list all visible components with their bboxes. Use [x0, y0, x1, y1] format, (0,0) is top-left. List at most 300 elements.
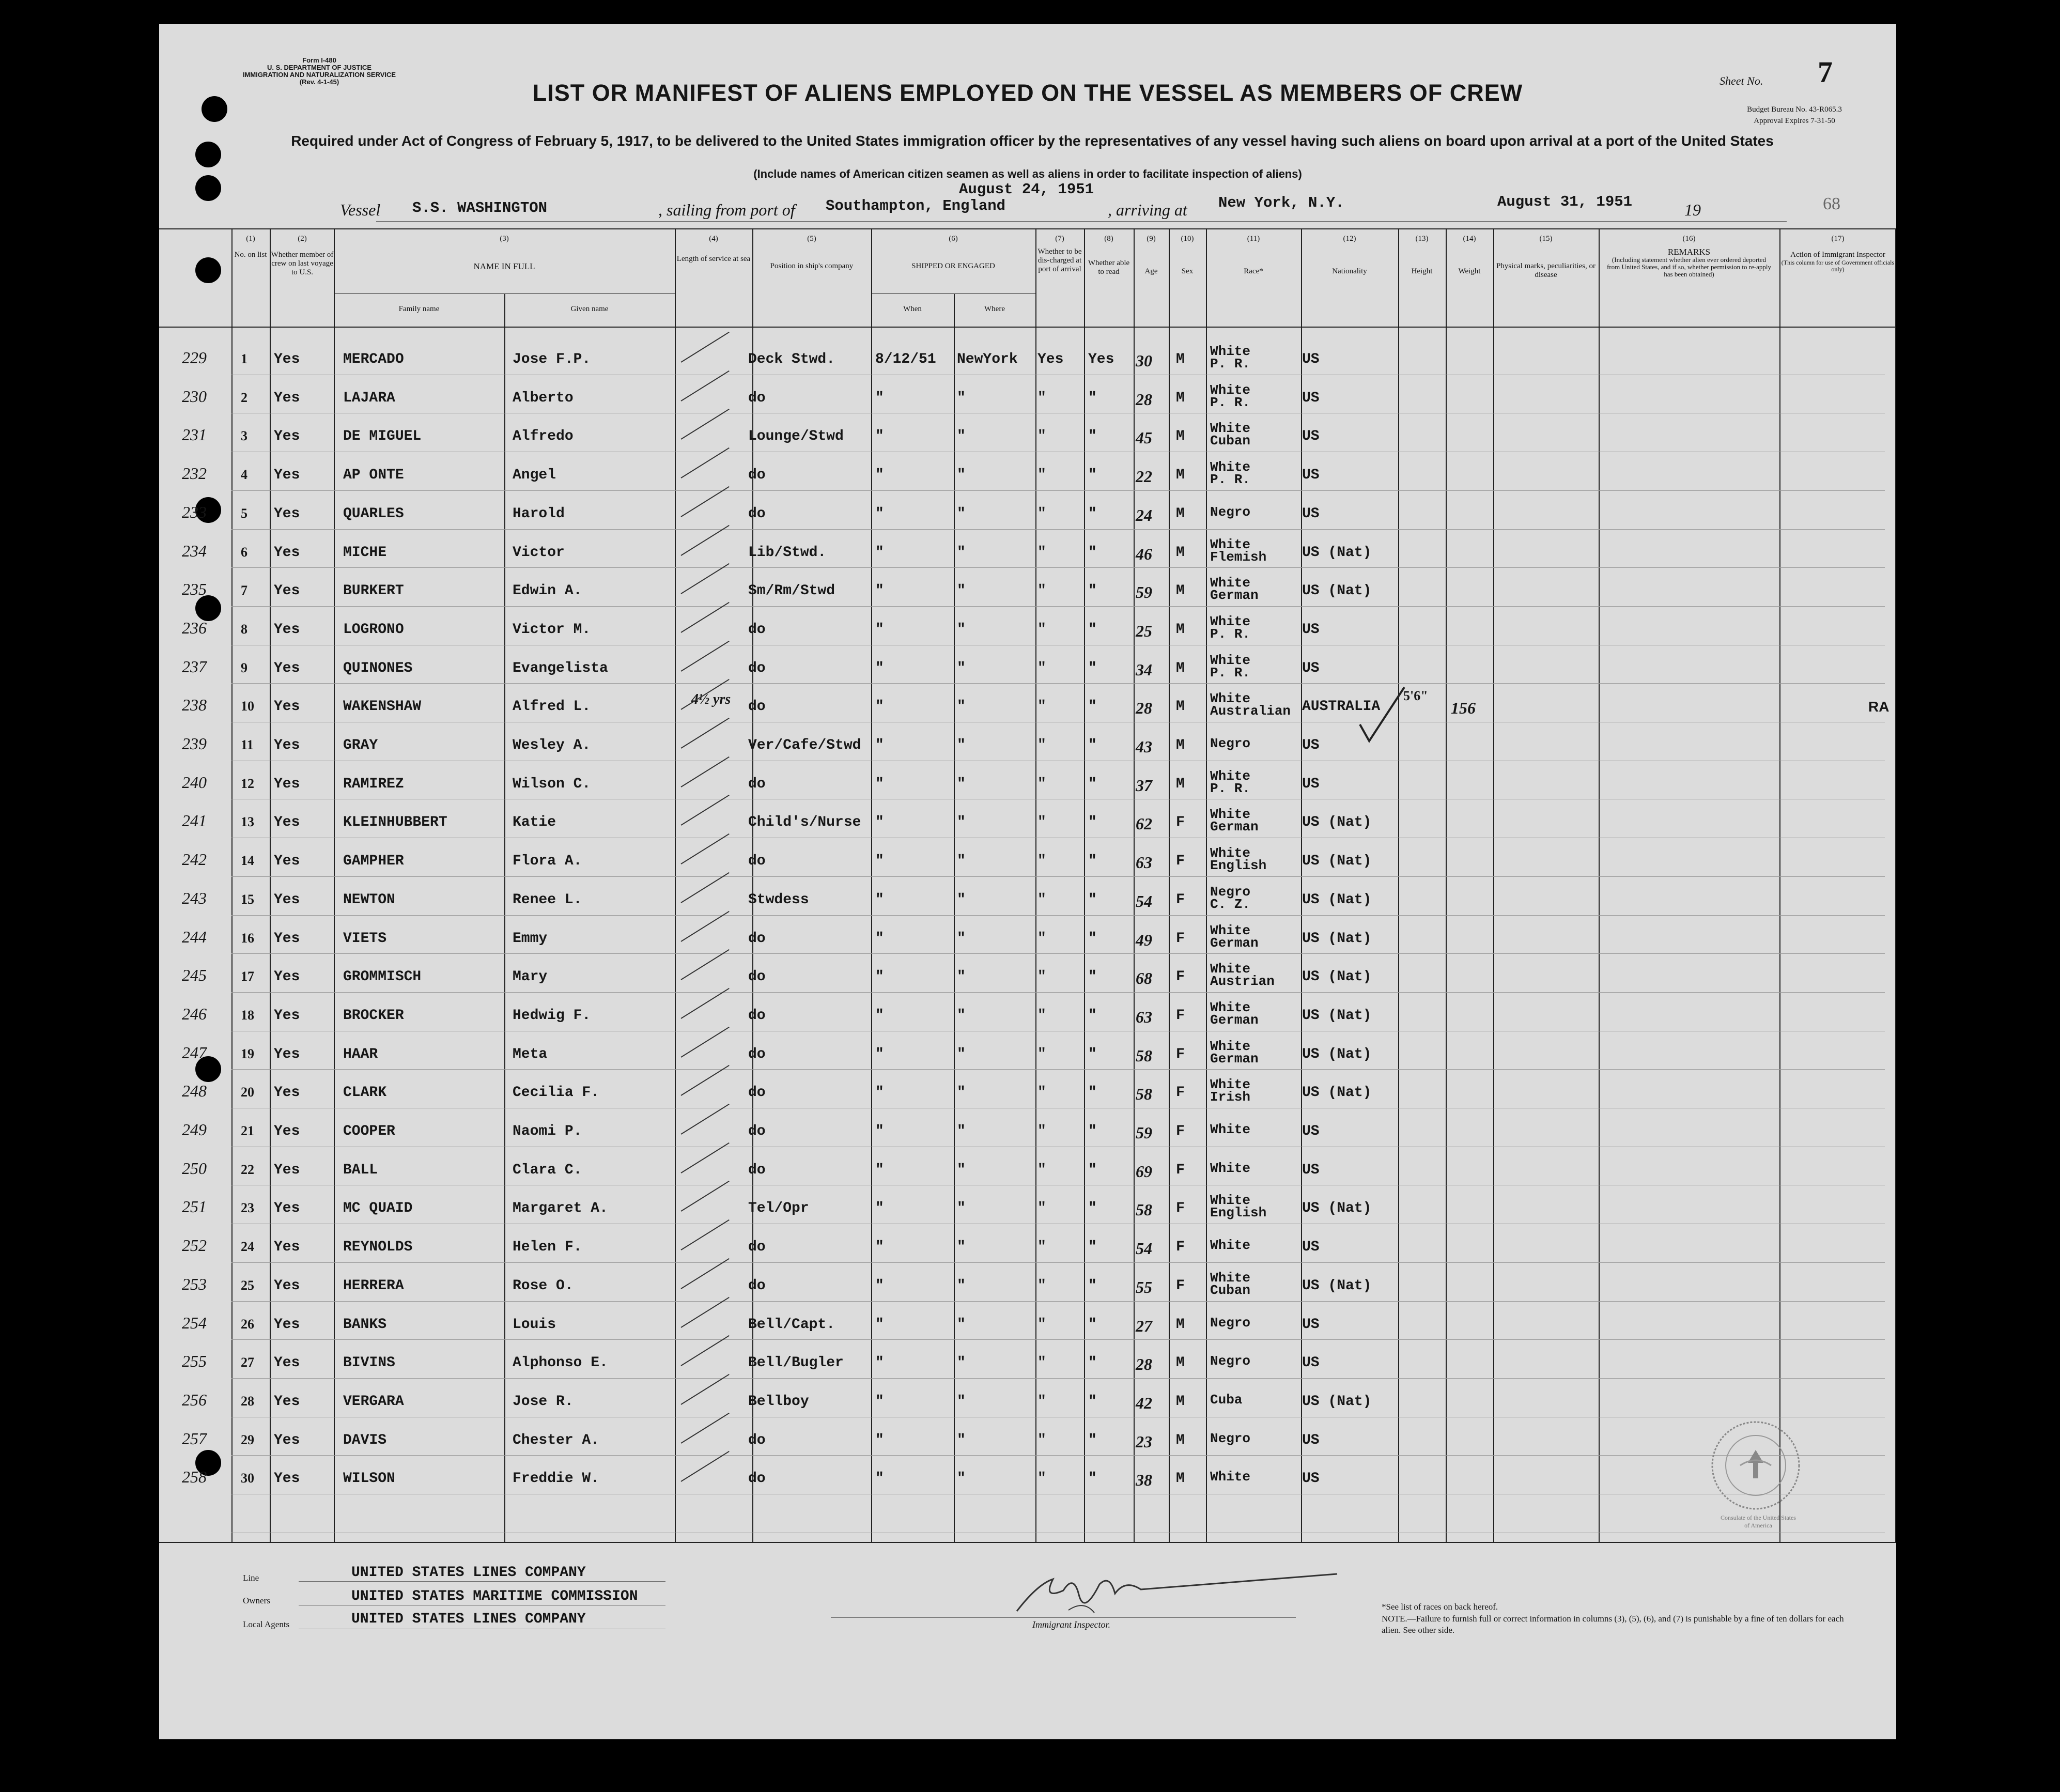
row-able-to-read: " — [1088, 930, 1097, 947]
header-c2: (2) Whether member of crew on last voyage to U.S. — [271, 235, 334, 276]
row-age: 69 — [1136, 1162, 1152, 1181]
row-race — [1210, 770, 1250, 795]
row-nationality: US — [1302, 1471, 1320, 1487]
row-family-name: DAVIS — [343, 1432, 387, 1448]
row-race-line1: White — [1210, 1122, 1251, 1137]
row-family-name: REYNOLDS — [343, 1239, 413, 1256]
row-sex: M — [1176, 1355, 1185, 1371]
row-shipped-when: " — [875, 1471, 884, 1487]
row-shipped-where: " — [957, 930, 966, 947]
row-sex: F — [1176, 969, 1185, 985]
row-position: do — [748, 1162, 766, 1178]
row-race — [1210, 692, 1291, 717]
row-able-to-read: " — [1088, 1200, 1097, 1217]
row-position: do — [748, 1123, 766, 1139]
row-margin-number: 237 — [182, 657, 207, 676]
pencil-tick-mark — [680, 332, 729, 363]
row-race-line2: German — [1210, 935, 1259, 951]
row-margin-number: 239 — [182, 734, 207, 753]
row-race — [1210, 1162, 1250, 1175]
row-margin-number: 246 — [182, 1004, 207, 1023]
row-sex: F — [1176, 814, 1185, 831]
row-sex: F — [1176, 1085, 1185, 1101]
row-sex: M — [1176, 505, 1185, 522]
row-nationality: US (Nat) — [1302, 814, 1372, 831]
row-race — [1210, 384, 1250, 409]
table-top-border — [159, 228, 1896, 229]
row-family-name: QUINONES — [343, 660, 413, 676]
row-shipped-where: " — [957, 776, 966, 792]
row-number: 17 — [241, 969, 254, 984]
row-able-to-read: " — [1088, 544, 1097, 561]
row-race-line2: P. R. — [1210, 356, 1251, 372]
row-shipped-where: NewYork — [957, 351, 1018, 367]
row-number: 23 — [241, 1200, 254, 1216]
row-given-name: Flora A. — [513, 853, 582, 870]
row-number: 2 — [241, 390, 247, 405]
row-shipped-when: " — [875, 390, 884, 406]
table-row — [159, 570, 1896, 609]
row-nationality: US (Nat) — [1302, 853, 1372, 870]
table-row — [159, 725, 1896, 764]
table-header-border — [159, 327, 1896, 328]
row-age: 58 — [1136, 1046, 1152, 1065]
row-race-line1: White — [1210, 961, 1251, 977]
row-race-line1: White — [1210, 1193, 1251, 1209]
row-able-to-read: " — [1088, 467, 1097, 484]
row-age: 42 — [1136, 1393, 1152, 1412]
line-company: UNITED STATES LINES COMPANY — [351, 1565, 586, 1581]
row-discharged: " — [1037, 1316, 1046, 1333]
row-family-name: HAAR — [343, 1046, 378, 1062]
row-sex: M — [1176, 737, 1185, 753]
row-number: 20 — [241, 1085, 254, 1100]
row-shipped-where: " — [957, 467, 966, 484]
row-number: 7 — [241, 583, 247, 598]
row-sex: F — [1176, 1046, 1185, 1062]
header-c15: (15) Physical marks, peculiarities, or disease — [1496, 235, 1596, 279]
row-crew-last-voyage: Yes — [274, 930, 300, 947]
header-c17: (17) Action of Immigrant Inspector (This column for use of Government officials only) — [1781, 235, 1895, 273]
header-c10: (10) Sex — [1181, 235, 1194, 275]
row-shipped-where: " — [957, 891, 966, 908]
row-discharged: " — [1037, 1085, 1046, 1101]
table-row — [159, 493, 1896, 532]
row-shipped-where: " — [957, 737, 966, 753]
row-shipped-when: " — [875, 467, 884, 484]
row-discharged: " — [1037, 621, 1046, 638]
row-shipped-when: " — [875, 621, 884, 638]
table-row — [159, 1227, 1896, 1265]
row-sex: M — [1176, 660, 1185, 676]
row-shipped-when: " — [875, 853, 884, 870]
row-position: do — [748, 1007, 766, 1024]
row-age: 28 — [1136, 390, 1152, 409]
row-discharged: " — [1037, 660, 1046, 676]
row-able-to-read: " — [1088, 699, 1097, 715]
row-height: 5'6" — [1403, 688, 1428, 704]
row-race-line1: Negro — [1210, 736, 1251, 751]
row-family-name: VIETS — [343, 930, 387, 947]
table-row — [159, 339, 1896, 378]
row-race-line1: White — [1210, 1469, 1251, 1485]
row-nationality: US (Nat) — [1302, 1200, 1372, 1217]
row-age: 38 — [1136, 1471, 1152, 1490]
row-able-to-read: " — [1088, 1355, 1097, 1371]
row-race-line2: German — [1210, 1051, 1259, 1067]
row-age: 25 — [1136, 621, 1152, 640]
row-able-to-read: " — [1088, 737, 1097, 753]
row-able-to-read: " — [1088, 1277, 1097, 1294]
row-discharged: " — [1037, 583, 1046, 599]
row-crew-last-voyage: Yes — [274, 1162, 300, 1178]
row-shipped-where: " — [957, 853, 966, 870]
row-race — [1210, 1355, 1250, 1367]
row-discharged: " — [1037, 1162, 1046, 1178]
row-discharged: " — [1037, 1393, 1046, 1410]
row-discharged: " — [1037, 776, 1046, 792]
row-shipped-when: " — [875, 1355, 884, 1371]
row-given-name: Victor M. — [513, 621, 591, 638]
row-nationality: US — [1302, 1162, 1320, 1178]
row-race-line1: White — [1210, 999, 1251, 1015]
row-shipped-where: " — [957, 1123, 966, 1139]
inspector-rule — [831, 1617, 1296, 1618]
row-sex: F — [1176, 1239, 1185, 1256]
row-crew-last-voyage: Yes — [274, 1123, 300, 1139]
line-label: Line — [243, 1573, 259, 1583]
row-family-name: QUARLES — [343, 505, 404, 522]
row-nationality: US — [1302, 737, 1320, 753]
row-shipped-when: " — [875, 814, 884, 831]
table-row — [159, 879, 1896, 918]
row-race-line1: Negro — [1210, 1353, 1251, 1369]
row-position: Ver/Cafe/Stwd — [748, 737, 861, 753]
row-sex: F — [1176, 1007, 1185, 1024]
row-sex: M — [1176, 776, 1185, 792]
row-race-line1: White — [1210, 536, 1251, 552]
row-discharged: " — [1037, 930, 1046, 947]
row-shipped-when: " — [875, 699, 884, 715]
row-margin-number: 236 — [182, 618, 207, 637]
row-discharged: " — [1037, 428, 1046, 445]
agents-label: Local Agents — [243, 1619, 290, 1629]
row-nationality: US — [1302, 621, 1320, 638]
row-number: 29 — [241, 1432, 254, 1447]
row-position: do — [748, 1277, 766, 1294]
row-crew-last-voyage: Yes — [274, 1432, 300, 1448]
row-sex: M — [1176, 544, 1185, 561]
row-nationality: US — [1302, 428, 1320, 445]
row-race-line1: White — [1210, 459, 1251, 475]
row-family-name: MICHE — [343, 544, 387, 561]
year-prefix: 19 — [1684, 200, 1701, 219]
vessel-underline — [376, 221, 1787, 222]
row-able-to-read: " — [1088, 1432, 1097, 1448]
row-race-line2: P. R. — [1210, 472, 1251, 488]
row-number: 28 — [241, 1393, 254, 1409]
table-row — [159, 918, 1896, 957]
sailing-date: August 24, 1951 — [959, 181, 1094, 198]
row-number: 10 — [241, 699, 254, 714]
row-sex: F — [1176, 853, 1185, 870]
row-nationality: US — [1302, 776, 1320, 792]
header-c9: (9) Age — [1144, 235, 1158, 275]
row-race-line2: Irish — [1210, 1089, 1251, 1105]
row-race — [1210, 538, 1266, 563]
table-row — [159, 532, 1896, 571]
row-race-line1: Negro — [1210, 504, 1251, 520]
row-nationality: US (Nat) — [1302, 1085, 1372, 1101]
row-crew-last-voyage: Yes — [274, 1471, 300, 1487]
row-family-name: GAMPHER — [343, 853, 404, 870]
row-nationality: US — [1302, 1355, 1320, 1371]
row-discharged: " — [1037, 1432, 1046, 1448]
row-sex: M — [1176, 699, 1185, 715]
row-position: do — [748, 390, 766, 406]
row-given-name: Chester A. — [513, 1432, 600, 1448]
row-shipped-where: " — [957, 505, 966, 522]
row-margin-number: 258 — [182, 1467, 207, 1487]
row-position: Stwdess — [748, 891, 809, 908]
row-number: 8 — [241, 621, 247, 637]
table-row — [159, 1420, 1896, 1459]
row-race-line1: Negro — [1210, 1315, 1251, 1331]
row-discharged: " — [1037, 1007, 1046, 1024]
row-age: 30 — [1136, 351, 1152, 370]
row-sex: F — [1176, 1123, 1185, 1139]
owners-label: Owners — [243, 1596, 270, 1605]
row-given-name: Louis — [513, 1316, 556, 1333]
row-discharged: " — [1037, 699, 1046, 715]
row-race — [1210, 1432, 1250, 1445]
row-given-name: Naomi P. — [513, 1123, 582, 1139]
row-margin-number: 245 — [182, 966, 207, 985]
row-race-line1: White — [1210, 1038, 1251, 1054]
row-position: Lounge/Stwd — [748, 428, 844, 445]
row-position: do — [748, 1239, 766, 1256]
row-shipped-where: " — [957, 660, 966, 676]
row-race — [1210, 506, 1250, 518]
header-c3: (3) NAME IN FULL — [473, 235, 535, 271]
row-able-to-read: " — [1088, 583, 1097, 599]
row-crew-last-voyage: Yes — [274, 1239, 300, 1256]
row-number: 3 — [241, 428, 247, 444]
row-age: 58 — [1136, 1085, 1152, 1104]
row-position: do — [748, 969, 766, 985]
row-family-name: WILSON — [343, 1471, 395, 1487]
row-given-name: Wesley A. — [513, 737, 591, 753]
arrival-date: August 31, 1951 — [1497, 193, 1633, 210]
row-shipped-where: " — [957, 1162, 966, 1178]
row-given-name: Freddie W. — [513, 1471, 600, 1487]
row-age: 62 — [1136, 814, 1152, 833]
row-margin-number: 243 — [182, 888, 207, 907]
row-given-name: Katie — [513, 814, 556, 831]
row-nationality: US — [1302, 660, 1320, 676]
row-nationality: US (Nat) — [1302, 1046, 1372, 1062]
row-given-name: Wilson C. — [513, 776, 591, 792]
row-position: Lib/Stwd. — [748, 544, 827, 561]
table-row — [159, 1188, 1896, 1227]
footer-rule — [299, 1581, 665, 1582]
row-race — [1210, 1001, 1259, 1026]
row-shipped-where: " — [957, 390, 966, 406]
header-family-name: Family name — [398, 305, 440, 313]
row-family-name: WAKENSHAW — [343, 699, 422, 715]
row-number: 16 — [241, 930, 254, 946]
row-given-name: Meta — [513, 1046, 548, 1062]
row-length-of-service: 4½ yrs — [691, 691, 731, 708]
row-able-to-read: " — [1088, 390, 1097, 406]
row-race-line2: English — [1210, 858, 1267, 874]
sheet-label: Sheet No. — [1720, 74, 1763, 87]
row-race — [1210, 422, 1250, 447]
row-discharged: " — [1037, 891, 1046, 908]
row-shipped-where: " — [957, 1432, 966, 1448]
header-c13: (13) Height — [1411, 235, 1433, 275]
fine-note: NOTE.—Failure to furnish full or correct information in columns (3), (5), (6), and (7) is punishable by a fine of ten dollars for each alien. See other side. — [1382, 1614, 1844, 1635]
row-age: 59 — [1136, 1123, 1152, 1142]
row-age: 54 — [1136, 891, 1152, 910]
row-margin-number: 240 — [182, 773, 207, 792]
row-family-name: KLEINHUBBERT — [343, 814, 447, 831]
row-race-line2: P. R. — [1210, 665, 1251, 681]
row-number: 1 — [241, 351, 247, 366]
row-family-name: AP ONTE — [343, 467, 404, 484]
row-able-to-read: " — [1088, 1393, 1097, 1410]
row-given-name: Emmy — [513, 930, 548, 947]
row-nationality: AUSTRALIA — [1302, 699, 1381, 715]
header-c4: (4) Length of service at sea — [676, 235, 751, 263]
row-age: 28 — [1136, 699, 1152, 718]
row-able-to-read: " — [1088, 969, 1097, 985]
row-crew-last-voyage: Yes — [274, 1085, 300, 1101]
row-shipped-where: " — [957, 699, 966, 715]
row-discharged: " — [1037, 1200, 1046, 1217]
row-sex: M — [1176, 428, 1185, 445]
sailing-label: , sailing from port of — [658, 200, 795, 219]
row-sex: F — [1176, 1277, 1185, 1294]
row-age: 63 — [1136, 1007, 1152, 1026]
row-shipped-when: " — [875, 1162, 884, 1178]
row-sex: M — [1176, 1471, 1185, 1487]
row-race — [1210, 345, 1250, 370]
row-race-line2: English — [1210, 1205, 1267, 1221]
races-note: *See list of races on back hereof. — [1382, 1602, 1498, 1612]
row-given-name: Angel — [513, 467, 556, 484]
row-shipped-where: " — [957, 583, 966, 599]
row-age: 49 — [1136, 930, 1152, 949]
form-rev: (Rev. 4-1-45) — [299, 78, 339, 86]
row-margin-number: 247 — [182, 1043, 207, 1062]
row-shipped-when: " — [875, 1200, 884, 1217]
row-given-name: Mary — [513, 969, 548, 985]
row-nationality: US — [1302, 1432, 1320, 1448]
row-family-name: DE MIGUEL — [343, 428, 422, 445]
row-crew-last-voyage: Yes — [274, 660, 300, 676]
row-discharged: " — [1037, 1277, 1046, 1294]
row-race-line2: Austrian — [1210, 974, 1275, 990]
row-discharged: " — [1037, 1239, 1046, 1256]
row-able-to-read: " — [1088, 1162, 1097, 1178]
manifest-sheet — [159, 24, 1896, 1739]
row-family-name: HERRERA — [343, 1277, 404, 1294]
row-nationality: US — [1302, 351, 1320, 367]
row-crew-last-voyage: Yes — [274, 1316, 300, 1333]
row-shipped-when: " — [875, 969, 884, 985]
row-crew-last-voyage: Yes — [274, 1007, 300, 1024]
row-crew-last-voyage: Yes — [274, 1393, 300, 1410]
row-race — [1210, 461, 1250, 486]
row-age: 68 — [1136, 969, 1152, 988]
row-crew-last-voyage: Yes — [274, 853, 300, 870]
row-race — [1210, 924, 1259, 949]
row-race-line1: Negro — [1210, 1430, 1251, 1446]
table-row — [159, 1072, 1896, 1111]
table-row — [159, 1111, 1896, 1150]
row-able-to-read: Yes — [1088, 351, 1114, 367]
row-given-name: Renee L. — [513, 891, 582, 908]
row-race-line2: Cuban — [1210, 433, 1251, 449]
row-shipped-when: " — [875, 544, 884, 561]
row-sex: F — [1176, 930, 1185, 947]
row-margin-number: 234 — [182, 541, 207, 560]
row-margin-number: 241 — [182, 811, 207, 830]
row-able-to-read: " — [1088, 1085, 1097, 1101]
row-family-name: COOPER — [343, 1123, 395, 1139]
sheet-number: 7 — [1818, 55, 1833, 89]
row-shipped-where: " — [957, 1355, 966, 1371]
row-sex: M — [1176, 1432, 1185, 1448]
row-age: 58 — [1136, 1200, 1152, 1219]
row-race-line1: White — [1210, 1238, 1251, 1254]
row-crew-last-voyage: Yes — [274, 544, 300, 561]
row-number: 11 — [241, 737, 254, 752]
row-able-to-read: " — [1088, 1316, 1097, 1333]
header-given-name: Given name — [570, 305, 609, 313]
row-sex: F — [1176, 891, 1185, 908]
row-family-name: NEWTON — [343, 891, 395, 908]
row-race — [1210, 1317, 1250, 1329]
table-row — [159, 686, 1896, 725]
row-age: 34 — [1136, 660, 1152, 679]
row-shipped-where: " — [957, 544, 966, 561]
row-race-line1: White — [1210, 1270, 1251, 1286]
row-discharged: " — [1037, 853, 1046, 870]
form-service: IMMIGRATION AND NATURALIZATION SERVICE — [242, 71, 396, 79]
form-dept: U. S. DEPARTMENT OF JUSTICE — [267, 64, 371, 71]
row-race-line1: White — [1210, 1160, 1251, 1176]
row-able-to-read: " — [1088, 660, 1097, 676]
row-given-name: Victor — [513, 544, 565, 561]
row-crew-last-voyage: Yes — [274, 467, 300, 484]
row-race — [1210, 961, 1275, 990]
row-shipped-where: " — [957, 621, 966, 638]
row-race — [1210, 575, 1259, 604]
row-family-name: BANKS — [343, 1316, 387, 1333]
row-shipped-where: " — [957, 814, 966, 831]
vessel-name: S.S. WASHINGTON — [412, 199, 548, 217]
inspector-signature-icon — [1006, 1564, 1347, 1626]
row-crew-last-voyage: Yes — [274, 1277, 300, 1294]
row-margin-number: 251 — [182, 1197, 207, 1216]
row-race-line1: Negro — [1210, 884, 1251, 900]
row-nationality: US — [1302, 467, 1320, 484]
row-race — [1210, 615, 1250, 640]
row-shipped-when: " — [875, 660, 884, 676]
row-position: do — [748, 1471, 766, 1487]
